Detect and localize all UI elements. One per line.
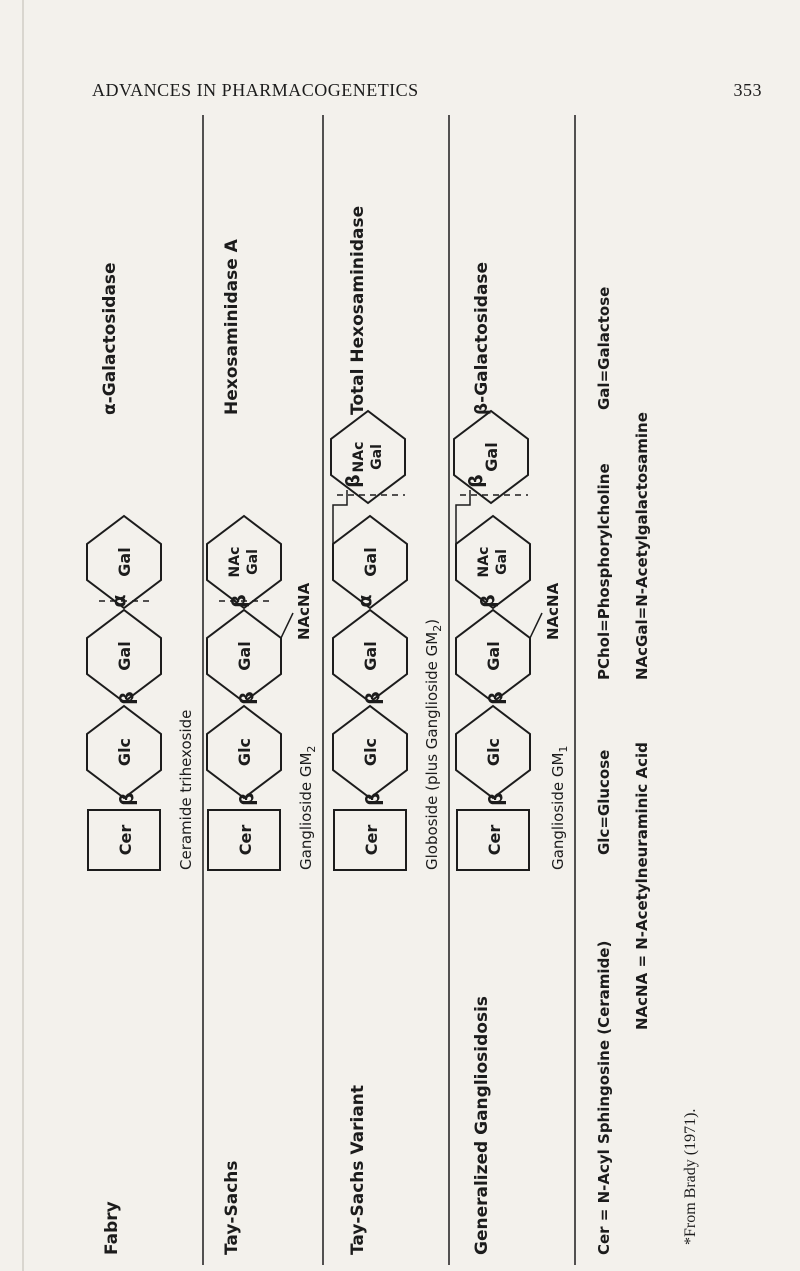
nacgal-hexagon xyxy=(331,411,405,503)
unit-label: Glc xyxy=(235,737,254,767)
unit-label: Gal xyxy=(235,641,254,671)
link-label: β xyxy=(342,474,364,488)
link-label: β xyxy=(116,792,138,806)
unit-label: Gal xyxy=(484,641,503,671)
legend-pchol: PChol=Phosphorylcholine xyxy=(595,463,613,680)
figure-table xyxy=(85,115,775,1265)
nac-label: NAc xyxy=(351,441,367,473)
molecule-name: Ganglioside $GM_2$ xyxy=(297,745,318,870)
abbreviation-legend xyxy=(595,287,651,1255)
row-tay-sachs-variant xyxy=(331,206,444,1255)
unit-label: Glc xyxy=(484,737,503,767)
unit-label: Gal xyxy=(482,442,501,472)
branch-line xyxy=(530,613,542,638)
unit-label: Cer xyxy=(362,824,381,856)
running-title: ADVANCES IN PHARMACOGENETICS xyxy=(92,80,419,100)
unit-label: Cer xyxy=(116,824,135,856)
nac-label: NAc xyxy=(476,546,492,578)
molecule-name: Globoside (plus Ganglioside $GM_2$) xyxy=(423,618,444,870)
link-label: α xyxy=(354,594,376,608)
unit-label: Cer xyxy=(485,824,504,856)
legend-nacna: NAcNA = N-Acetylneuraminic Acid xyxy=(633,742,651,1030)
branch-label: NAcNA xyxy=(295,582,313,640)
branch-line xyxy=(281,613,293,638)
link-label: β xyxy=(236,792,258,806)
disease-label: Tay-Sachs xyxy=(222,1160,242,1255)
gal-label: Gal xyxy=(494,549,510,575)
link-label: β xyxy=(362,792,384,806)
link-label: β xyxy=(465,474,487,488)
gal-label: Gal xyxy=(369,444,385,470)
nac-label: NAc xyxy=(227,546,243,578)
disease-label: Tay-Sachs Variant xyxy=(348,1084,368,1255)
link-label: β xyxy=(116,691,138,705)
legend-gal: Gal=Galactose xyxy=(595,286,613,410)
footnote: *From Brady (1971). xyxy=(682,1108,699,1245)
row-generalized-gangliosidosis xyxy=(454,262,570,1255)
molecule-name: Ceramide trihexoside xyxy=(177,709,195,870)
link-label: β xyxy=(485,691,507,705)
enzyme-label: Hexosaminidase A xyxy=(222,239,242,415)
unit-label: Glc xyxy=(115,737,134,767)
unit-label: Gal xyxy=(115,547,134,577)
unit-label: Gal xyxy=(361,547,380,577)
molecule-name: Ganglioside $GM_1$ xyxy=(549,745,570,870)
link-label: β xyxy=(362,691,384,705)
link-label: β xyxy=(228,594,250,608)
legend-cer: Cer = N-Acyl Sphingosine (Ceramide) xyxy=(595,940,613,1255)
page-number: 353 xyxy=(733,80,762,100)
running-header xyxy=(92,74,762,104)
glycolipid-diagram xyxy=(85,115,775,1265)
disease-label: Fabry xyxy=(102,1201,122,1255)
disease-label: Generalized Gangliosidosis xyxy=(472,995,492,1255)
legend-nacgal: NAcGal=N-Acetylgalactosamine xyxy=(633,412,651,680)
gal-label: Gal xyxy=(245,549,261,575)
link-label: β xyxy=(236,691,258,705)
legend-glc: Glc=Glucose xyxy=(595,749,613,855)
unit-label: Gal xyxy=(361,641,380,671)
branch-label: NAcNA xyxy=(544,582,562,640)
row-fabry xyxy=(87,262,195,1255)
unit-label: Gal xyxy=(115,641,134,671)
enzyme-label: Total Hexosaminidase xyxy=(348,205,368,415)
unit-label: Cer xyxy=(236,824,255,856)
link-label: β xyxy=(477,594,499,608)
rotated-figure xyxy=(85,115,775,1265)
row-tay-sachs xyxy=(207,238,318,1255)
enzyme-label: β-Galactosidase xyxy=(472,261,492,415)
enzyme-label: α-Galactosidase xyxy=(100,262,120,415)
page-edge xyxy=(22,0,24,1271)
unit-label: Glc xyxy=(361,737,380,767)
link-label: α xyxy=(108,594,130,608)
link-label: β xyxy=(485,792,507,806)
